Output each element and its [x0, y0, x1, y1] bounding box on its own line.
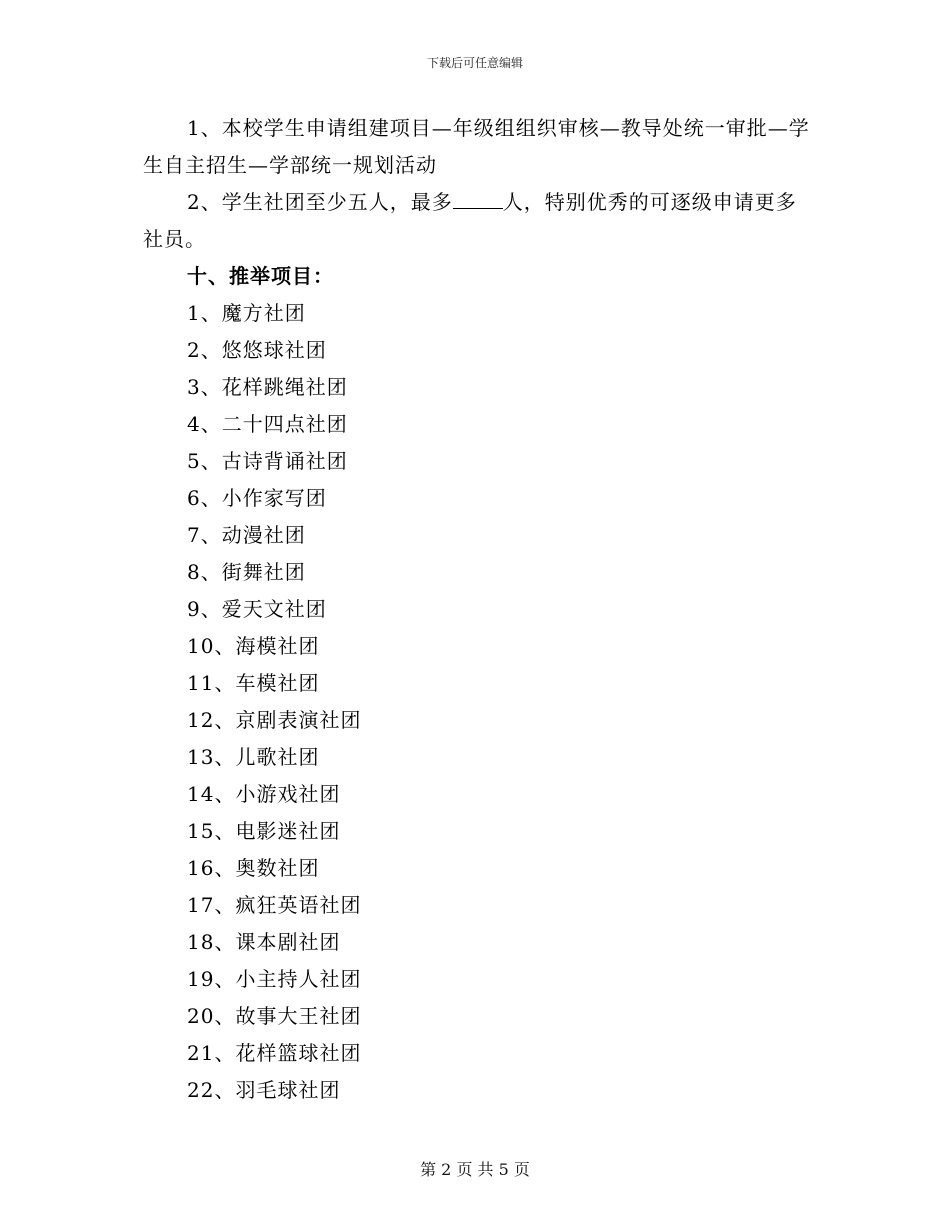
list-item: 1、魔方社团 — [187, 301, 306, 325]
list-item: 12、京剧表演社团 — [187, 708, 362, 732]
list-item: 2、悠悠球社团 — [187, 338, 327, 362]
blank-underline — [453, 190, 503, 209]
list-item: 18、课本剧社团 — [187, 930, 341, 954]
paragraph-member-limit — [143, 184, 813, 258]
list-item: 15、电影迷社团 — [187, 819, 341, 843]
club-list — [143, 295, 813, 1109]
list-item: 3、花样跳绳社团 — [187, 375, 348, 399]
member-limit-after: 人，特别优秀的可逐级申请更多社员。 — [143, 190, 797, 251]
page-header: 下载后可任意编辑 — [426, 56, 523, 70]
list-item: 22、羽毛球社团 — [187, 1078, 341, 1102]
document-body — [143, 110, 813, 1109]
list-item: 19、小主持人社团 — [187, 967, 362, 991]
page-footer: 第 2 页 共 5 页 — [420, 1160, 530, 1179]
list-item: 11、车模社团 — [187, 671, 320, 695]
list-item: 16、奥数社团 — [187, 856, 320, 880]
list-item: 6、小作家写团 — [187, 486, 327, 510]
list-item: 10、海模社团 — [187, 634, 320, 658]
list-item: 17、疯狂英语社团 — [187, 893, 362, 917]
list-item: 13、儿歌社团 — [187, 745, 320, 769]
paragraph-procedure: 1、本校学生申请组建项目—年级组组织审核—教导处统一审批—学生自主招生—学部统一规划活动 — [143, 116, 810, 177]
list-item: 4、二十四点社团 — [187, 412, 348, 436]
list-item: 5、古诗背诵社团 — [187, 449, 348, 473]
list-item: 7、动漫社团 — [187, 523, 306, 547]
list-item: 8、街舞社团 — [187, 560, 306, 584]
list-item: 20、故事大王社团 — [187, 1004, 362, 1028]
list-item: 21、花样篮球社团 — [187, 1041, 362, 1065]
member-limit-before: 2、学生社团至少五人，最多 — [187, 190, 453, 214]
list-item: 14、小游戏社团 — [187, 782, 341, 806]
list-item: 9、爱天文社团 — [187, 597, 327, 621]
section-heading: 十、推举项目： — [187, 264, 334, 288]
